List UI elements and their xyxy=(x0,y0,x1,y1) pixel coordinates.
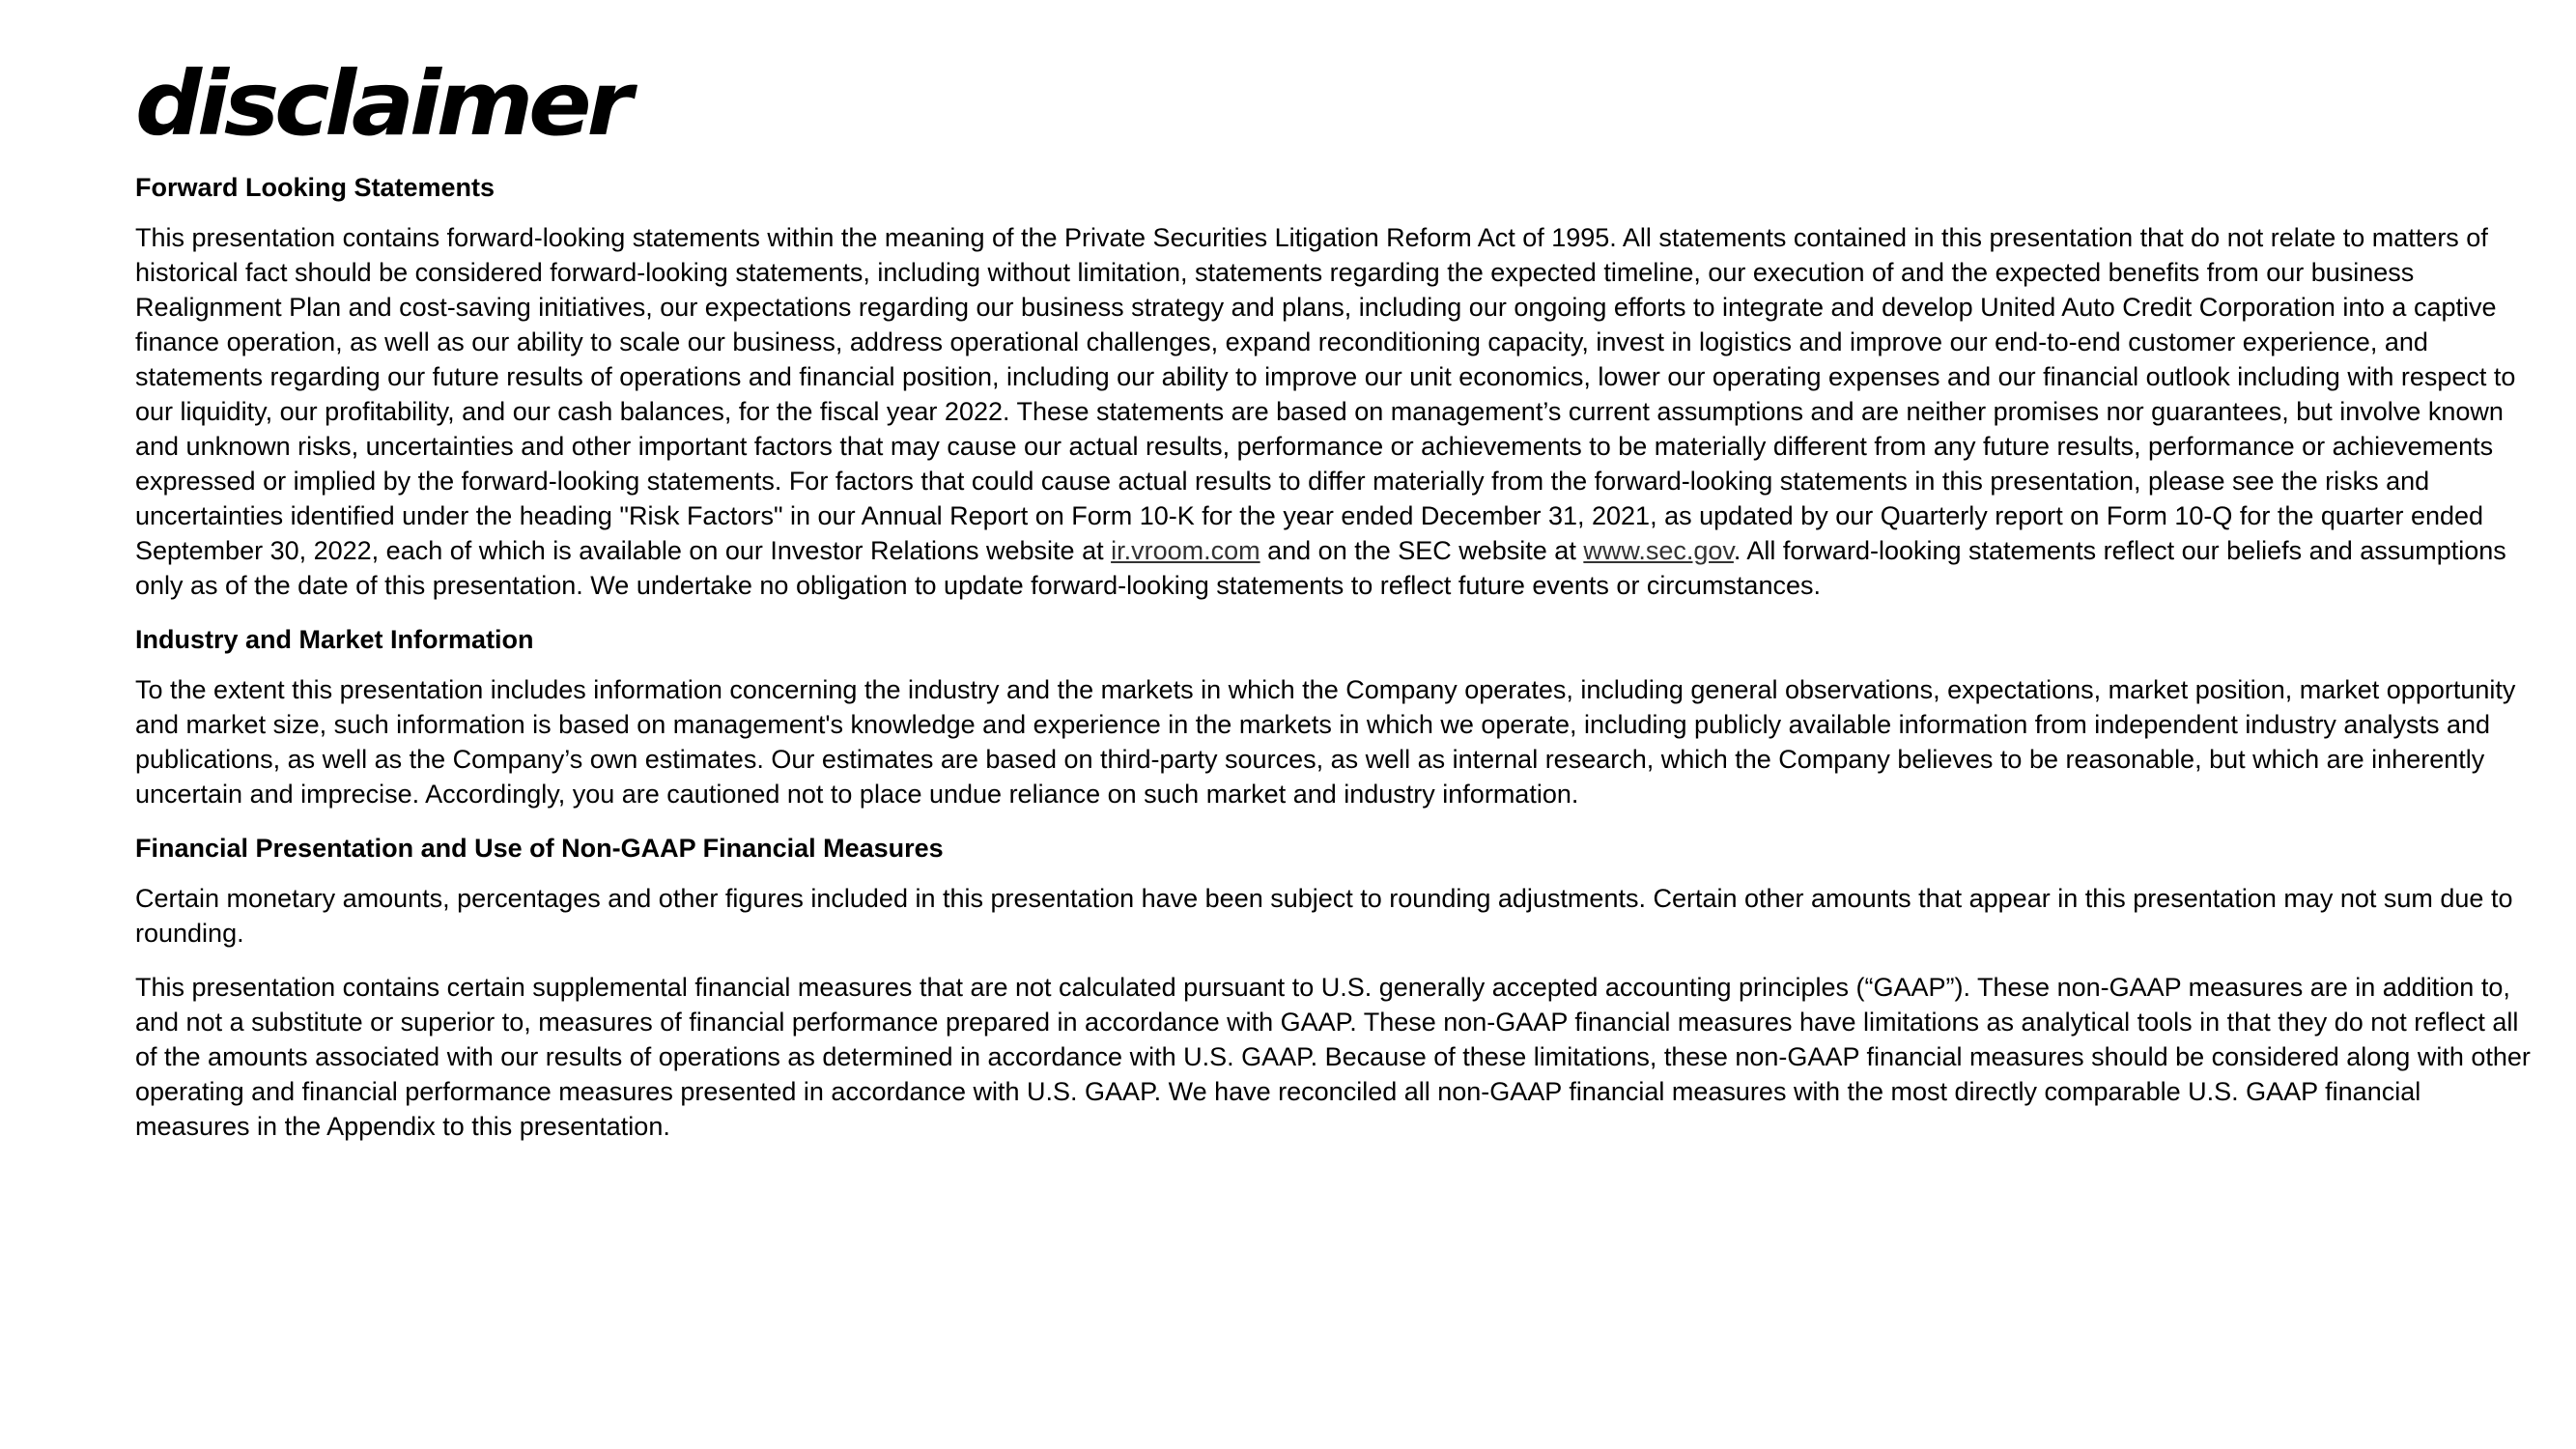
rounding-paragraph: Certain monetary amounts, percentages and other figures included in this presentation have been subject to rounding adjustments. Certain other amounts that appear in this presentation may not sum due to rounding. xyxy=(135,884,2513,948)
industry-section xyxy=(135,622,2540,811)
forward-looking-heading: Forward Looking Statements xyxy=(135,173,495,202)
disclaimer-page xyxy=(135,52,2540,1163)
forward-looking-text-1: This presentation contains forward-looking statements within the meaning of the Private Securities Litigation Reform Act of 1995. All statements contained in this presentation that do not relate to matters of historical fact should be considered forward-looking statements, including without limitation, statements regarding the expected timeline, our execution of and the expected benefits from our business Realignment Plan and cost-saving initiatives, our expectations regarding our business strategy and plans, including our ongoing efforts to integrate and develop United Auto Credit Corporation into a captive finance operation, as well as our ability to scale our business, address operational challenges, expand reconditioning capacity, invest in logistics and improve our end-to-end customer experience, and statements regarding our future results of operations and financial position, including our ability to improve our unit economics, lower our operating expenses and our financial outlook including with respect to our liquidity, our profitability, and our cash balances, for the fiscal year 2022. These statements are based on management’s current assumptions and are neither promises nor guarantees, but involve known and unknown risks, uncertainties and other important factors that may cause our actual results, performance or achievements to be materially different from any future results, performance or achievements expressed or implied by the forward-looking statements. For factors that could cause actual results to differ materially from the forward-looking statements in this presentation, please see the risks and uncertainties identified under the heading "Risk Factors" in our Annual Report on Form 10-K for the year ended December 31, 2021, as updated by our Quarterly report on Form 10-Q for the quarter ended September 30, 2022, each of which is available on our Investor Relations website at xyxy=(135,223,2516,565)
page-title: disclaimer xyxy=(135,52,628,156)
industry-paragraph: To the extent this presentation includes information concerning the industry and the markets in which the Company operates, including general observations, expectations, market position, market opportunity and market size, such information is based on management's knowledge and experience in the markets in which we operate, including publicly available information from independent industry analysts and publications, as well as the Company’s own estimates. Our estimates are based on third-party sources, as well as internal research, which the Company believes to be reasonable, but which are inherently uncertain and imprecise. Accordingly, you are cautioned not to place undue reliance on such market and industry information. xyxy=(135,675,2516,809)
forward-looking-paragraph xyxy=(135,220,2540,603)
non-gaap-paragraph: This presentation contains certain supplemental financial measures that are not calculated pursuant to U.S. generally accepted accounting principles (“GAAP”). These non-GAAP measures are in addition to, and not a substitute or superior to, measures of financial performance prepared in accordance with GAAP. These non-GAAP financial measures have limitations as analytical tools in that they do not reflect all of the amounts associated with our results of operations as determined in accordance with U.S. GAAP. Because of these limitations, these non-GAAP financial measures should be considered along with other operating and financial performance measures presented in accordance with U.S. GAAP. We have reconciled all non-GAAP financial measures with the most directly comparable U.S. GAAP financial measures in the Appendix to this presentation. xyxy=(135,973,2531,1141)
forward-looking-text-3: . All forward-looking statements reflect our beliefs and assumptions only as of the date of this presentation. We undertake no obligation to update forward-looking statements to reflect future events or circumstances. xyxy=(135,536,2506,600)
financial-section xyxy=(135,831,2540,1144)
investor-relations-link[interactable]: ir.vroom.com xyxy=(1111,536,1260,565)
industry-heading: Industry and Market Information xyxy=(135,625,534,654)
financial-heading: Financial Presentation and Use of Non-GAAP Financial Measures xyxy=(135,834,944,863)
forward-looking-section xyxy=(135,170,2540,603)
sec-website-link[interactable]: www.sec.gov xyxy=(1583,536,1734,565)
forward-looking-text-2: and on the SEC website at xyxy=(1260,536,1584,565)
